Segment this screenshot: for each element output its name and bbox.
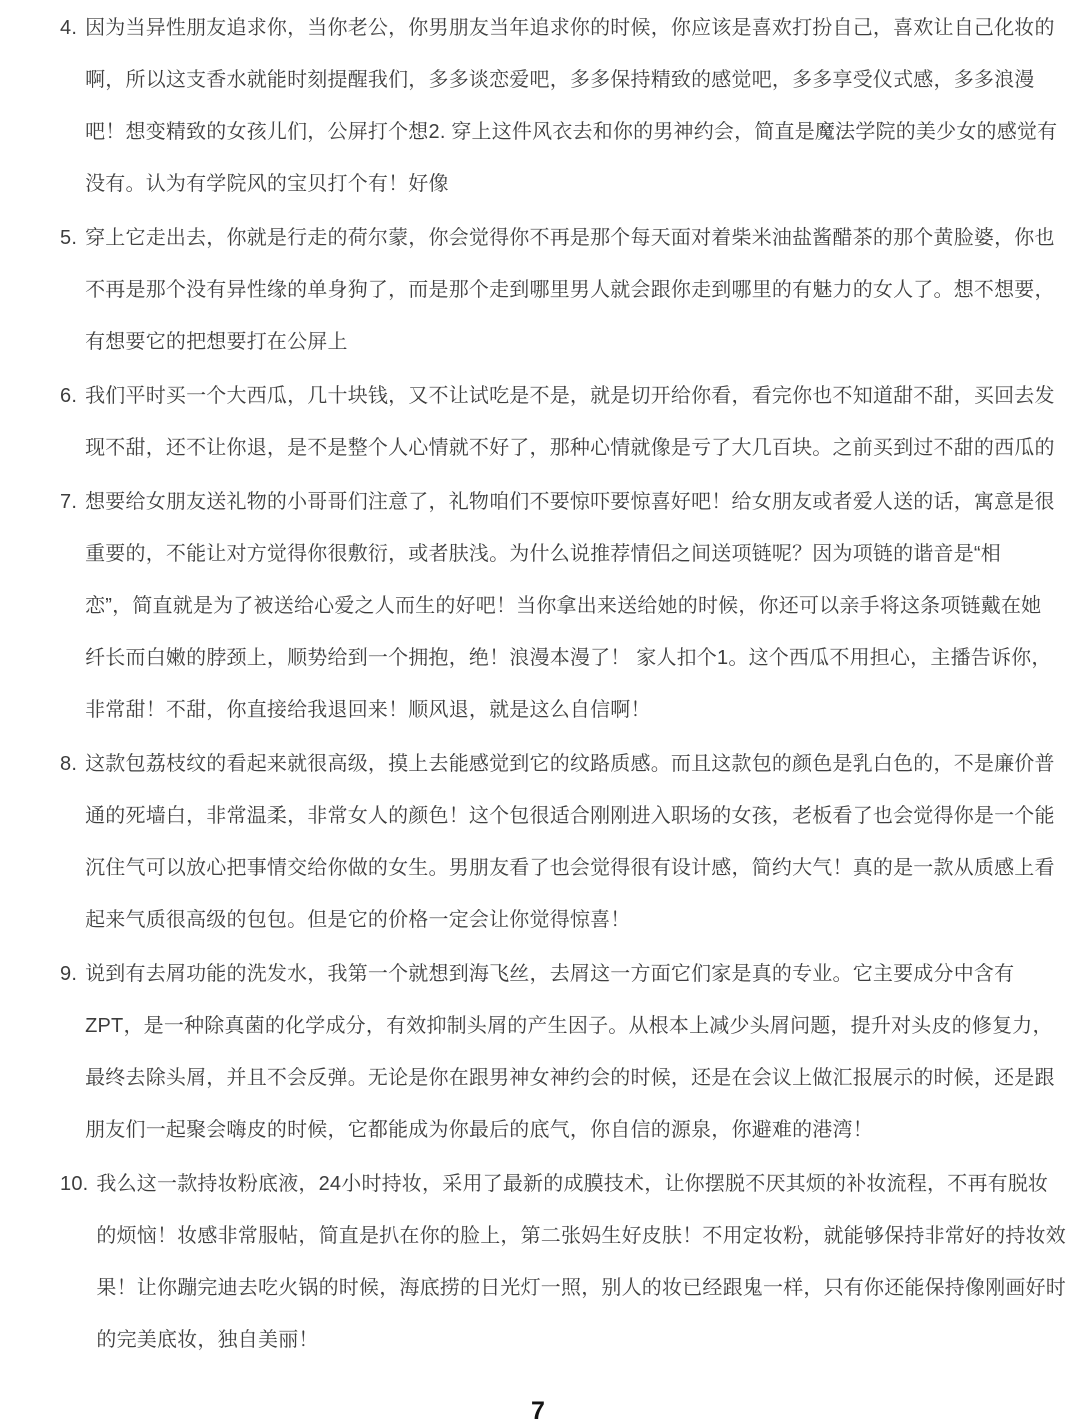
list-item-text: 的完美底妆，独自美丽！ <box>96 1329 319 1351</box>
list-item-line <box>60 106 1058 158</box>
list-item-first-line <box>60 738 1055 790</box>
list-item-line <box>60 632 1052 684</box>
list-item-line <box>60 1210 1067 1262</box>
list-item-text: 果！让你蹦完迪去吃火锅的时候，海底捞的日光灯一照，别人的妆已经跟鬼一样，只有你还能保持像刚画好时 <box>96 1277 1067 1299</box>
list-item-first-line <box>60 370 1055 422</box>
list-item-line <box>60 684 1024 736</box>
list-item-text: 纤长而白嫩的脖颈上，顺势给到一个拥抱，绝！浪漫本漫了！ 家人扣个1。这个西瓜不用担心，主播告诉你， <box>85 647 1052 669</box>
list-item-line <box>60 1104 1024 1156</box>
list-item-line <box>60 422 1055 474</box>
list-item-number: 7. <box>60 491 78 513</box>
list-item-text: 这款包荔枝纹的看起来就很高级，摸上去能感觉到它的纹路质感。而且这款包的颜色是乳白色的，不是廉价普 <box>85 753 1055 775</box>
list-item-text: 穿上它走出去，你就是行走的荷尔蒙，你会觉得你不再是那个每天面对着柴米油盐酱醋茶的那个黄脸婆，你也 <box>85 227 1055 249</box>
list-item-number: 5. <box>60 227 78 249</box>
list-item-text: 因为当异性朋友追求你，当你老公，你男朋友当年追求你的时候，你应该是喜欢打扮自己，喜欢让自己化妆的 <box>85 17 1055 39</box>
list-item-first-line <box>60 948 1024 1000</box>
list-item-text: 最终去除头屑，并且不会反弹。无论是你在跟男神女神约会的时候，还是在会议上做汇报展示的时候，还是跟 <box>85 1067 1055 1089</box>
list-item-line <box>60 580 1042 632</box>
list-item-text: 的烦恼！妆感非常服帖，简直是扒在你的脸上，第二张妈生好皮肤！不用定妆粉，就能够保持非常好的持妆效 <box>96 1225 1067 1247</box>
list-item-text: 吧！想变精致的女孩儿们，公屏打个想2. 穿上这件风衣去和你的男神约会，简直是魔法学院的美少女的感觉有 <box>85 121 1058 143</box>
list-item-line <box>60 264 1055 316</box>
list-item-text: 说到有去屑功能的洗发水，我第一个就想到海飞丝，去屑这一方面它们家是真的专业。它主要成分中含有 <box>85 963 1015 985</box>
list-item-line <box>60 316 1024 368</box>
list-item <box>60 738 1055 946</box>
list-item-text: 通的死墙白，非常温柔，非常女人的颜色！这个包很适合刚刚进入职场的女孩，老板看了也会觉得你是一个能 <box>85 805 1055 827</box>
list-item-line <box>60 1262 1067 1314</box>
list-item <box>60 370 1055 474</box>
numbered-list <box>60 2 1067 1366</box>
list-item <box>60 476 1055 736</box>
list-item-first-line <box>60 2 1055 54</box>
list-item-number: 4. <box>60 17 78 39</box>
list-item <box>60 1158 1067 1366</box>
list-item-text: 我们平时买一个大西瓜，几十块钱，又不让试吃是不是，就是切开给你看，看完你也不知道甜不甜，买回去发 <box>85 385 1055 407</box>
list-item-line <box>60 894 1024 946</box>
list-item-line <box>60 158 1024 210</box>
list-item-text: 重要的，不能让对方觉得你很敷衍，或者肤浅。为什么说推荐情侣之间送项链呢？因为项链的谐音是“相 <box>85 543 1001 565</box>
list-item-text: 恋”，简直就是为了被送给心爱之人而生的好吧！当你拿出来送给她的时候，你还可以亲手将这条项链戴在她 <box>85 595 1042 617</box>
list-item-line <box>60 1000 1053 1052</box>
list-item-line <box>60 54 1035 106</box>
list-item-line <box>60 1052 1055 1104</box>
page-content <box>60 2 1067 1366</box>
list-item-text: 啊，所以这支香水就能时刻提醒我们，多多谈恋爱吧，多多保持精致的感觉吧，多多享受仪式感，多多浪漫 <box>85 69 1035 91</box>
list-item-line <box>60 842 1055 894</box>
list-item-line <box>60 1314 1024 1366</box>
list-item-text: 现不甜，还不让你退，是不是整个人心情就不好了，那种心情就像是亏了大几百块。之前买到过不甜的西瓜的 <box>85 437 1055 459</box>
list-item-text: 有想要它的把想要打在公屏上 <box>85 331 348 353</box>
list-item-first-line <box>60 1158 1049 1210</box>
list-item-number: 9. <box>60 963 78 985</box>
list-item-text: ZPT，是一种除真菌的化学成分，有效抑制头屑的产生因子。从根本上减少头屑问题，提升对头皮的修复力， <box>85 1015 1053 1037</box>
list-item <box>60 212 1055 368</box>
list-item-text: 我么这一款持妆粉底液，24小时持妆，采用了最新的成膜技术，让你摆脱不厌其烦的补妆流程，不再有脱妆 <box>96 1173 1049 1195</box>
list-item-first-line <box>60 212 1055 264</box>
list-item-number: 10. <box>60 1173 89 1195</box>
list-item-text: 想要给女朋友送礼物的小哥哥们注意了，礼物咱们不要惊吓要惊喜好吧！给女朋友或者爱人送的话，寓意是很 <box>85 491 1055 513</box>
list-item-text: 朋友们一起聚会嗨皮的时候，它都能成为你最后的底气，你自信的源泉，你避难的港湾！ <box>85 1119 873 1141</box>
list-item <box>60 948 1055 1156</box>
list-item-number: 6. <box>60 385 78 407</box>
list-item-first-line <box>60 476 1055 528</box>
list-item-text: 非常甜！不甜，你直接给我退回来！顺风退，就是这么自信啊！ <box>85 699 651 721</box>
list-item-number: 8. <box>60 753 78 775</box>
list-item-text: 沉住气可以放心把事情交给你做的女生。男朋友看了也会觉得很有设计感，简约大气！真的是一款从质感上看 <box>85 857 1055 879</box>
list-item-text: 没有。认为有学院风的宝贝打个有！好像 <box>85 173 449 195</box>
list-item-text: 起来气质很高级的包包。但是它的价格一定会让你觉得惊喜！ <box>85 909 631 931</box>
page-number: 7 <box>531 1397 545 1425</box>
list-item-line <box>60 528 1024 580</box>
list-item <box>60 2 1058 210</box>
list-item-text: 不再是那个没有异性缘的单身狗了，而是那个走到哪里男人就会跟你走到哪里的有魅力的女人了。想不想要， <box>85 279 1055 301</box>
list-item-line <box>60 790 1055 842</box>
